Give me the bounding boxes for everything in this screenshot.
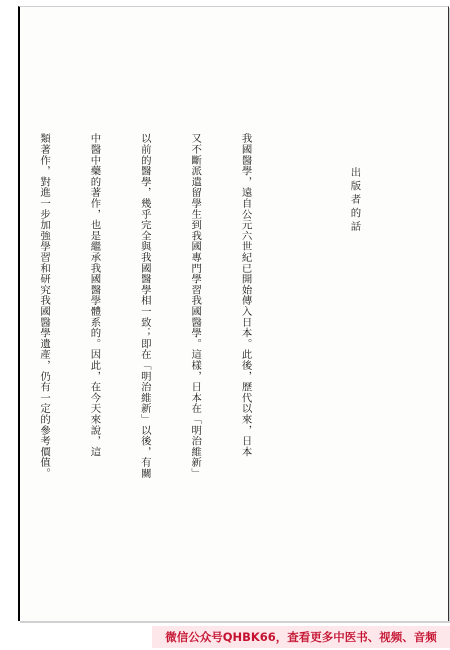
text-column: 我國醫學，遠自公元六世紀已開始傳入日本。此後，歷代以來，日本 [239, 133, 252, 457]
vertical-text-block [0, 133, 396, 479]
wechat-promo-banner: 微信公众号QHBK66，查看更多中医书、视频、音频 [152, 626, 450, 648]
text-column: 以前的醫學，幾乎完全與我國醫學相一致；即在「明治維新」以後，有關 [138, 133, 151, 479]
text-column: 類著作，對進一步加強學習和研究我國醫學遺產，仍有一定的參考價值。 [38, 133, 51, 479]
scanned-page [18, 6, 449, 621]
text-column: 中醫中藥的著作，也是繼承我國醫學體系的。因此，在今天來說，這 [88, 133, 101, 457]
page-heading: 出版者的話 [348, 167, 361, 234]
text-column: 又不斷派遣留學生到我國專門學習我國醫學。這樣，日本在「明治維新」 [189, 133, 202, 479]
column-spacer [304, 133, 312, 433]
